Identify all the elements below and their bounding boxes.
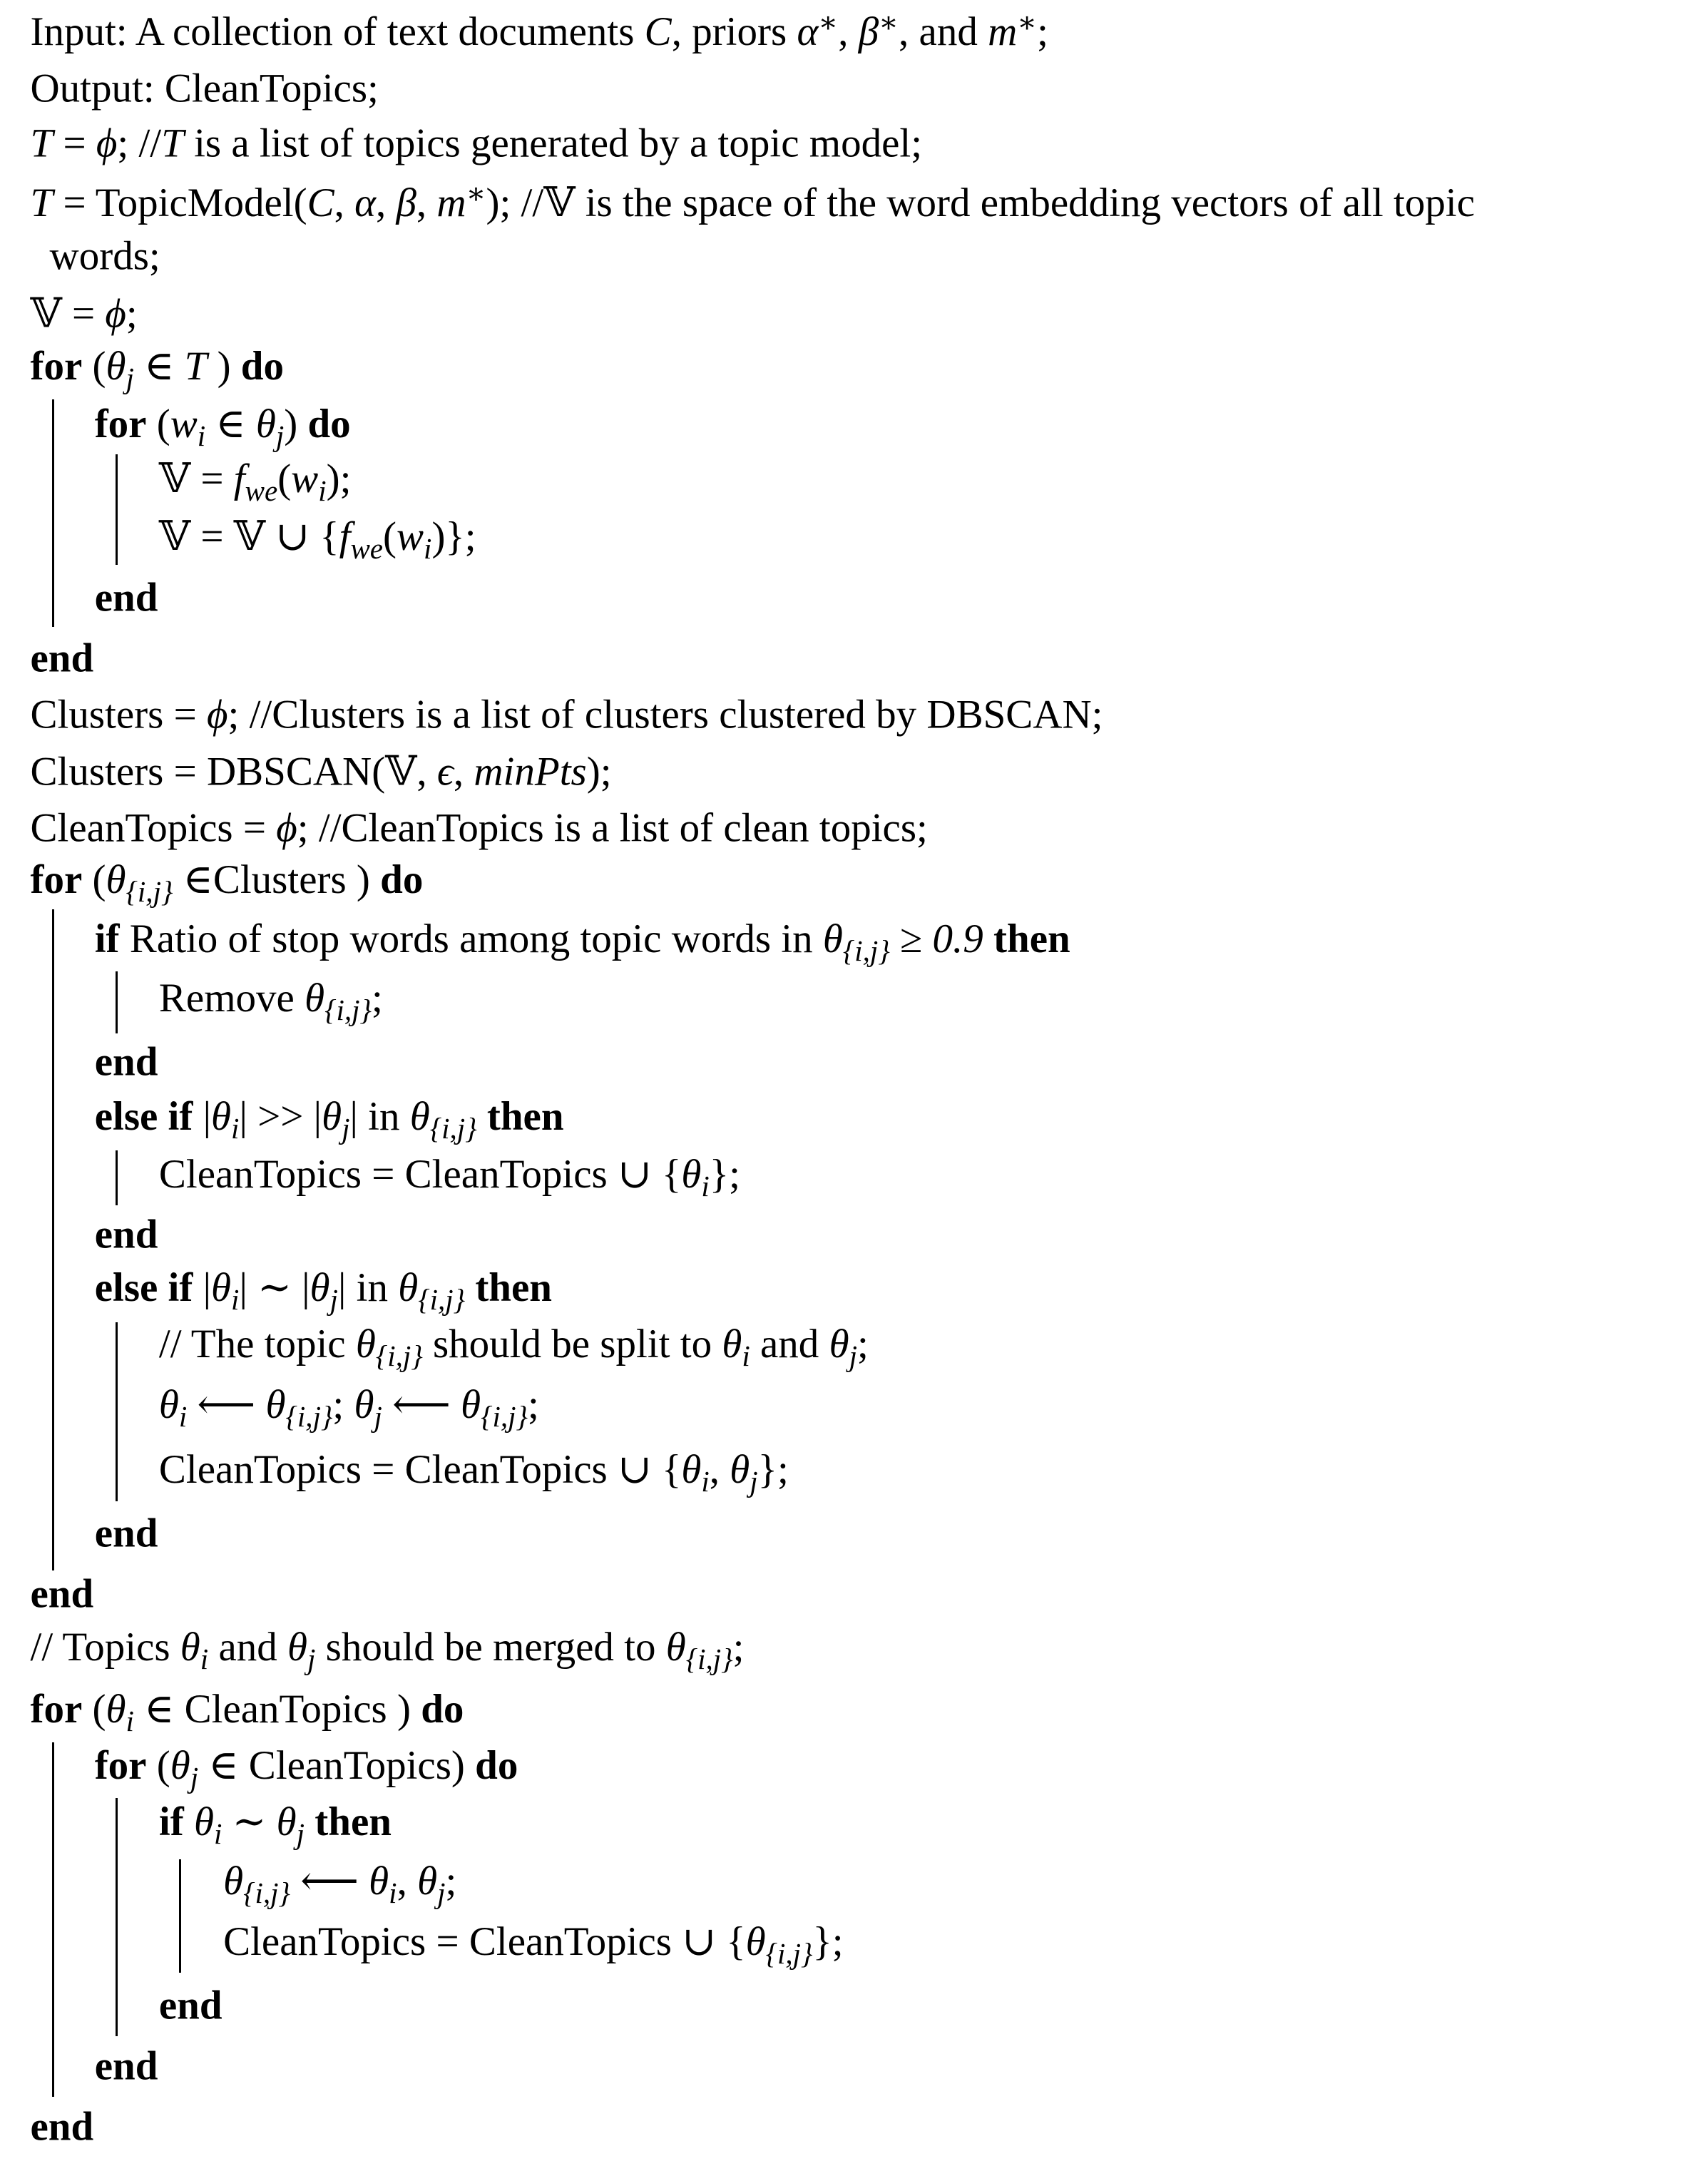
text: | in bbox=[349, 1094, 410, 1140]
math-symbol: θ bbox=[409, 1094, 430, 1140]
text: is a list of topics generated by a topic model; bbox=[183, 121, 923, 166]
math-symbol: θ bbox=[829, 1321, 849, 1366]
math-symbol: T bbox=[184, 343, 208, 389]
math-symbol: θ bbox=[822, 916, 843, 961]
text: ∼ bbox=[222, 1799, 277, 1844]
text: ); bbox=[586, 749, 612, 795]
text: | in bbox=[337, 1265, 399, 1310]
keyword: do bbox=[421, 1686, 464, 1732]
keyword: else if bbox=[94, 1094, 193, 1140]
text: | ∼ | bbox=[239, 1265, 310, 1310]
algorithm-line bbox=[30, 176, 1475, 226]
math-symbol: j bbox=[126, 361, 134, 394]
block-scope-line bbox=[179, 1859, 181, 1972]
algorithm-line bbox=[95, 1096, 564, 1143]
keyword: then bbox=[475, 1265, 553, 1310]
text: CleanTopics = CleanTopics ∪ { bbox=[158, 1152, 682, 1197]
algorithm-line bbox=[158, 1983, 223, 2028]
math-symbol: θ bbox=[106, 343, 126, 389]
keyword: do bbox=[240, 343, 284, 389]
math-symbol: i bbox=[126, 1704, 134, 1737]
math-symbol: j bbox=[849, 1339, 857, 1373]
algorithm-line bbox=[30, 805, 928, 851]
text: 𝕍 = bbox=[30, 291, 106, 337]
text: ; bbox=[527, 1381, 539, 1427]
math-symbol: θ bbox=[722, 1321, 742, 1366]
text: ; bbox=[732, 1624, 745, 1670]
text bbox=[477, 1094, 487, 1139]
math-symbol: f bbox=[339, 514, 351, 559]
text bbox=[305, 1799, 315, 1844]
algorithm-line bbox=[94, 401, 351, 452]
algorithm-line bbox=[158, 1446, 789, 1498]
block-scope-line bbox=[52, 909, 54, 1570]
math-symbol: m bbox=[436, 180, 466, 226]
math-symbol: {i,j} bbox=[375, 1339, 423, 1373]
text: ); bbox=[326, 456, 352, 501]
algorithm-line bbox=[30, 635, 94, 681]
block-scope-line bbox=[116, 1798, 118, 2036]
text: ( bbox=[146, 401, 170, 446]
text: ( bbox=[82, 857, 106, 902]
text: , and bbox=[899, 9, 988, 55]
math-symbol: ∗ bbox=[466, 176, 486, 210]
math-symbol: i bbox=[318, 474, 327, 508]
math-symbol: {i,j} bbox=[324, 993, 372, 1027]
text: ; bbox=[856, 1321, 869, 1366]
keyword: for bbox=[30, 343, 83, 389]
keyword: do bbox=[307, 401, 351, 446]
algorithm-line bbox=[30, 291, 138, 337]
math-symbol: θ bbox=[211, 1094, 232, 1140]
math-symbol: θ bbox=[223, 1859, 244, 1904]
math-symbol: θ bbox=[170, 1742, 190, 1788]
text: Ratio of stop words among topic words in bbox=[119, 916, 823, 961]
math-symbol: 0.9 bbox=[932, 916, 983, 961]
text: CleanTopics = CleanTopics ∪ { bbox=[158, 1446, 682, 1492]
algorithm-line bbox=[30, 1624, 745, 1675]
math-symbol: {i,j} bbox=[481, 1400, 528, 1434]
math-symbol: θ bbox=[106, 857, 126, 902]
algorithm-line bbox=[30, 749, 612, 795]
text: ) bbox=[207, 343, 241, 389]
block-scope-line bbox=[116, 971, 118, 1033]
math-symbol: ∗ bbox=[818, 6, 839, 39]
text bbox=[184, 1799, 194, 1844]
math-symbol: β bbox=[858, 9, 879, 55]
algorithm-line bbox=[30, 6, 1048, 55]
text: ; bbox=[371, 975, 383, 1021]
math-symbol: α bbox=[354, 180, 377, 226]
math-symbol: minPts bbox=[474, 749, 587, 795]
text: ( bbox=[146, 1742, 170, 1788]
math-symbol: {i,j} bbox=[685, 1643, 733, 1675]
math-symbol: θ bbox=[106, 1686, 126, 1732]
text: words; bbox=[49, 233, 160, 279]
keyword: do bbox=[380, 857, 424, 902]
text: CleanTopics = bbox=[30, 805, 277, 851]
algorithm-line bbox=[94, 2043, 158, 2089]
math-symbol: θ bbox=[681, 1446, 702, 1492]
keyword: if bbox=[94, 916, 120, 961]
text: , bbox=[453, 749, 474, 795]
algorithm-line bbox=[30, 1571, 94, 1617]
math-symbol: {i,j} bbox=[243, 1876, 290, 1910]
math-symbol: j bbox=[329, 1282, 338, 1316]
math-symbol: θ bbox=[745, 1919, 766, 1965]
text: | bbox=[193, 1094, 212, 1140]
math-symbol: ϕ bbox=[206, 692, 228, 737]
keyword: end bbox=[30, 1571, 94, 1617]
text: }; bbox=[757, 1446, 789, 1492]
math-symbol: m bbox=[988, 9, 1018, 55]
text: ; // bbox=[117, 121, 162, 166]
algorithm-line bbox=[158, 1381, 539, 1434]
algorithm-line bbox=[95, 1267, 552, 1314]
keyword: then bbox=[315, 1799, 392, 1844]
math-symbol: j bbox=[437, 1876, 446, 1910]
keyword: for bbox=[94, 1742, 147, 1788]
block-scope-line bbox=[116, 1322, 118, 1501]
algorithm-line bbox=[158, 456, 352, 508]
algorithm-line bbox=[158, 1799, 392, 1851]
math-symbol: α bbox=[797, 9, 819, 55]
text: should be merged to bbox=[315, 1624, 666, 1670]
math-symbol: j bbox=[307, 1643, 316, 1675]
text: = TopicModel( bbox=[53, 180, 307, 226]
block-scope-line bbox=[52, 1742, 54, 2096]
math-symbol: θ bbox=[265, 1381, 286, 1427]
math-symbol: θ bbox=[287, 1624, 308, 1670]
keyword: for bbox=[30, 857, 83, 902]
algorithm-line bbox=[94, 1511, 158, 1556]
text: ; bbox=[1037, 9, 1048, 55]
math-symbol: i bbox=[200, 1643, 209, 1675]
text: ∈Clusters ) bbox=[173, 857, 381, 902]
math-symbol: i bbox=[701, 1464, 710, 1498]
math-symbol: θ bbox=[322, 1094, 342, 1140]
math-symbol: ϕ bbox=[276, 805, 297, 851]
keyword: end bbox=[30, 635, 94, 681]
math-symbol: i bbox=[742, 1339, 750, 1373]
algorithm-line bbox=[30, 857, 424, 909]
algorithm-line bbox=[94, 575, 158, 620]
algorithm-line bbox=[30, 121, 923, 166]
math-symbol: θ bbox=[305, 975, 325, 1021]
math-symbol: i bbox=[389, 1876, 397, 1910]
math-symbol: θ bbox=[355, 1321, 376, 1366]
math-symbol: β bbox=[396, 180, 416, 226]
algorithm-line bbox=[30, 692, 1103, 737]
math-symbol: θ bbox=[255, 401, 276, 446]
math-symbol: i bbox=[178, 1400, 188, 1434]
math-symbol: θ bbox=[211, 1265, 232, 1310]
text: }; bbox=[709, 1152, 740, 1197]
text: and bbox=[750, 1321, 829, 1366]
keyword: end bbox=[30, 2104, 94, 2150]
math-symbol: i bbox=[231, 1282, 240, 1316]
keyword: then bbox=[486, 1094, 564, 1140]
text: ( bbox=[277, 456, 292, 501]
math-symbol: θ bbox=[158, 1381, 179, 1427]
text: ; //CleanTopics is a list of clean topics; bbox=[297, 805, 928, 851]
math-symbol: θ bbox=[730, 1446, 750, 1492]
text: = bbox=[53, 121, 96, 166]
math-symbol: j bbox=[374, 1400, 382, 1434]
keyword: for bbox=[94, 401, 147, 446]
algorithm-line bbox=[49, 233, 160, 279]
algorithm-line bbox=[30, 2104, 94, 2150]
algorithm-line bbox=[95, 1214, 158, 1255]
math-symbol: ϕ bbox=[105, 291, 126, 337]
algorithm-line bbox=[223, 1919, 844, 1971]
math-symbol: j bbox=[342, 1112, 350, 1145]
algorithm-line bbox=[30, 66, 379, 111]
math-symbol: we bbox=[245, 474, 278, 508]
math-symbol: {i,j} bbox=[126, 875, 173, 909]
algorithm-line bbox=[158, 975, 383, 1027]
math-symbol: i bbox=[213, 1817, 223, 1851]
text: , bbox=[709, 1446, 730, 1492]
math-symbol: T bbox=[30, 121, 53, 166]
text: }; bbox=[812, 1919, 844, 1965]
text: | >> | bbox=[239, 1094, 322, 1140]
keyword: if bbox=[158, 1799, 184, 1844]
math-symbol: θ bbox=[369, 1859, 389, 1904]
text: ; //Clusters is a list of clusters clustered by DBSCAN; bbox=[227, 692, 1103, 737]
algorithm-line bbox=[30, 345, 284, 392]
block-scope-line bbox=[52, 399, 54, 627]
math-symbol: i bbox=[231, 1112, 240, 1145]
text: Output: CleanTopics; bbox=[30, 66, 379, 111]
text: // Topics bbox=[30, 1624, 180, 1670]
keyword: end bbox=[94, 1511, 158, 1556]
algorithm-line bbox=[158, 514, 476, 566]
text: ; bbox=[126, 291, 138, 337]
text: ⟵ bbox=[290, 1859, 369, 1904]
text: CleanTopics = CleanTopics ∪ { bbox=[223, 1919, 746, 1965]
text: ∈ bbox=[133, 343, 185, 389]
math-symbol: C bbox=[307, 180, 334, 226]
math-symbol: C bbox=[644, 9, 672, 55]
text: ∈ CleanTopics ) bbox=[133, 1686, 421, 1732]
text: 𝕍 = 𝕍 ∪ { bbox=[158, 514, 339, 559]
math-symbol: θ bbox=[417, 1859, 438, 1904]
text: ≥ bbox=[889, 916, 933, 961]
text: , priors bbox=[671, 9, 797, 55]
math-symbol: we bbox=[350, 532, 384, 566]
keyword: end bbox=[94, 1212, 158, 1257]
text: Input: A collection of text documents bbox=[30, 9, 645, 55]
text: should be split to bbox=[422, 1321, 722, 1366]
math-symbol: θ bbox=[276, 1799, 297, 1844]
block-scope-line bbox=[116, 1150, 118, 1205]
math-symbol: {i,j} bbox=[429, 1112, 477, 1145]
text: ( bbox=[82, 1686, 106, 1732]
math-symbol: T bbox=[161, 121, 184, 166]
algorithm-line bbox=[30, 1686, 464, 1737]
text: , bbox=[397, 1859, 418, 1904]
keyword: end bbox=[94, 575, 158, 620]
text: , bbox=[838, 9, 859, 55]
text bbox=[465, 1265, 475, 1310]
math-symbol: θ bbox=[310, 1265, 330, 1310]
math-symbol: θ bbox=[354, 1381, 374, 1427]
math-symbol: j bbox=[275, 419, 285, 452]
math-symbol: j bbox=[296, 1817, 305, 1851]
math-symbol: j bbox=[190, 1761, 199, 1794]
text: , bbox=[376, 180, 397, 226]
algorithm-line bbox=[223, 1861, 456, 1908]
text: ) bbox=[284, 401, 308, 446]
math-symbol: j bbox=[750, 1464, 758, 1498]
text: ); //𝕍 is the space of the word embedding vectors of all topic bbox=[486, 180, 1475, 226]
keyword: do bbox=[475, 1742, 518, 1788]
text: Clusters = DBSCAN(𝕍, bbox=[30, 749, 437, 795]
math-symbol: θ bbox=[461, 1381, 481, 1427]
text: ∈ bbox=[205, 401, 256, 446]
math-symbol: w bbox=[170, 401, 198, 446]
keyword: end bbox=[158, 1983, 223, 2028]
keyword: for bbox=[30, 1686, 83, 1732]
text: ; bbox=[445, 1859, 457, 1904]
text: // The topic bbox=[158, 1321, 356, 1366]
text: , bbox=[334, 180, 355, 226]
math-symbol: θ bbox=[193, 1799, 214, 1844]
text: ∈ CleanTopics) bbox=[198, 1742, 476, 1788]
math-symbol: {i,j} bbox=[765, 1937, 813, 1971]
text: ⟵ bbox=[187, 1381, 266, 1427]
math-symbol: i bbox=[424, 532, 432, 566]
text: ⟵ bbox=[382, 1381, 461, 1427]
keyword: else if bbox=[94, 1265, 193, 1310]
math-symbol: i bbox=[701, 1170, 710, 1203]
math-symbol: θ bbox=[665, 1624, 686, 1670]
keyword: end bbox=[94, 2043, 158, 2089]
math-symbol: w bbox=[397, 514, 424, 559]
text: ( bbox=[383, 514, 397, 559]
text: Remove bbox=[158, 975, 305, 1021]
text: and bbox=[208, 1624, 288, 1670]
algorithm-line bbox=[94, 1742, 518, 1794]
algorithm-line bbox=[158, 1321, 869, 1373]
algorithm-line bbox=[159, 1154, 740, 1201]
math-symbol: {i,j} bbox=[842, 934, 890, 968]
text: ( bbox=[82, 343, 106, 389]
text: Clusters = bbox=[30, 692, 207, 737]
math-symbol: ∗ bbox=[1017, 6, 1038, 39]
text: , bbox=[416, 180, 437, 226]
math-symbol: θ bbox=[681, 1152, 702, 1197]
algorithm-line bbox=[94, 1039, 158, 1085]
text: 𝕍 = bbox=[158, 456, 234, 501]
math-symbol: i bbox=[197, 419, 206, 452]
math-symbol: {i,j} bbox=[418, 1282, 466, 1316]
math-symbol: ∗ bbox=[879, 6, 899, 39]
math-symbol: ϵ bbox=[436, 749, 454, 795]
math-symbol: θ bbox=[180, 1624, 200, 1670]
math-symbol: {i,j} bbox=[285, 1400, 333, 1434]
text: ; bbox=[332, 1381, 354, 1427]
keyword: end bbox=[94, 1039, 158, 1085]
math-symbol: ϕ bbox=[96, 121, 118, 166]
math-symbol: w bbox=[291, 456, 319, 501]
text bbox=[983, 916, 993, 961]
math-symbol: θ bbox=[398, 1265, 419, 1310]
math-symbol: T bbox=[30, 180, 53, 226]
algorithm-line bbox=[94, 916, 1070, 968]
text: | bbox=[193, 1265, 212, 1310]
keyword: then bbox=[993, 916, 1070, 961]
block-scope-line bbox=[116, 454, 118, 565]
text: )}; bbox=[431, 514, 476, 559]
math-symbol: f bbox=[233, 456, 245, 501]
